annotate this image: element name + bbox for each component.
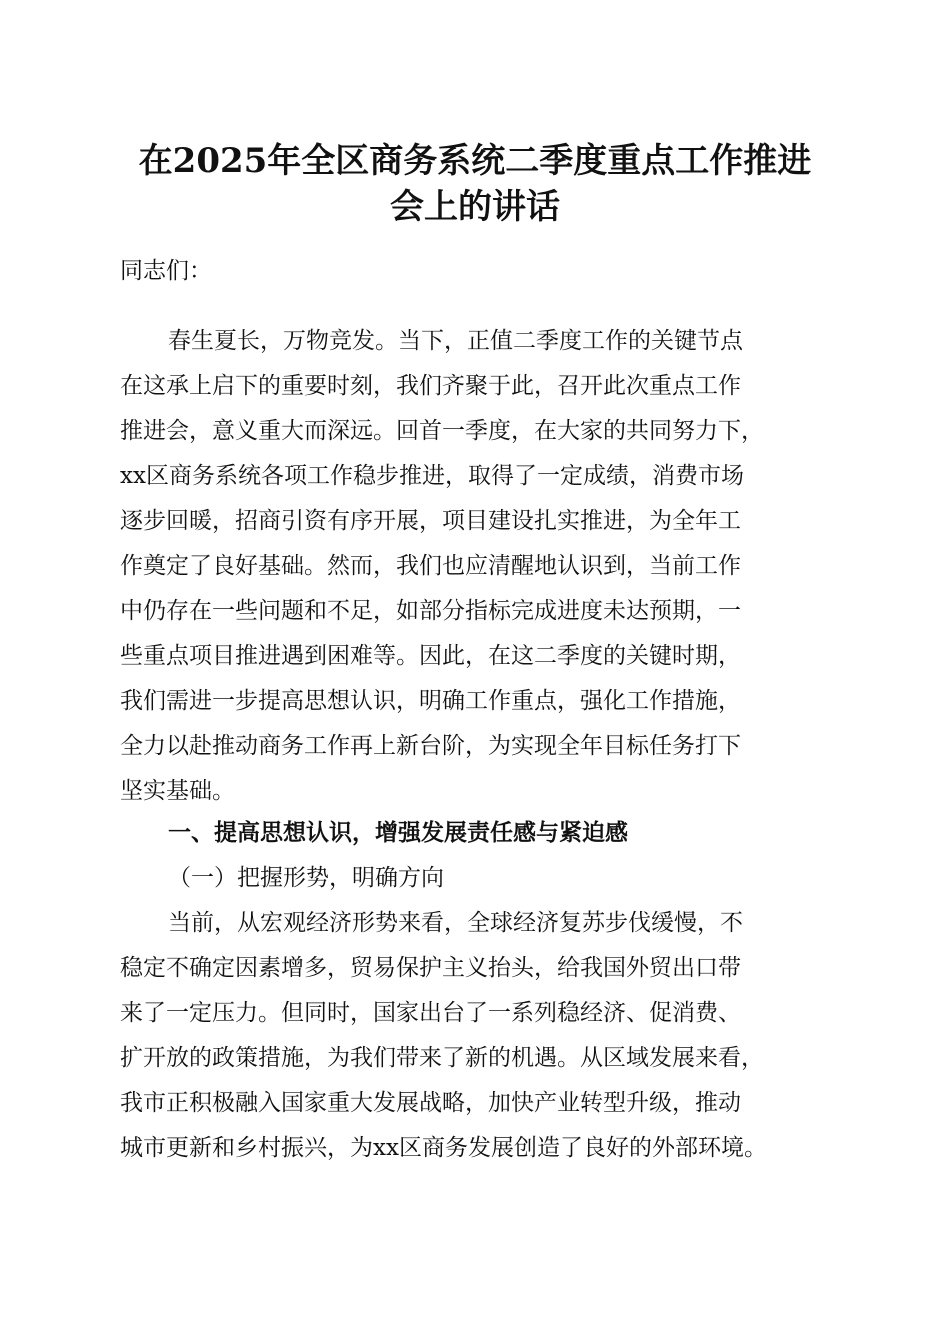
salutation: 同志们： [120, 258, 212, 284]
body-paragraph-line: 来了一定压力。但同时，国家出台了一系列稳经济、促消费、 [120, 1000, 741, 1026]
intro-paragraph-line: 些重点项目推进遇到困难等。因此，在这二季度的关键时期， [120, 643, 741, 669]
intro-paragraph-line: 春生夏长，万物竞发。当下，正值二季度工作的关键节点 [168, 328, 743, 354]
intro-paragraph-line: 作奠定了良好基础。然而，我们也应清醒地认识到，当前工作 [120, 553, 741, 579]
subsection-heading-1: （一）把握形势，明确方向 [168, 865, 444, 891]
section-heading-1: 一、提高思想认识，增强发展责任感与紧迫感 [168, 820, 628, 846]
intro-paragraph-line: 全力以赴推动商务工作再上新台阶，为实现全年目标任务打下 [120, 733, 741, 759]
intro-paragraph-line: 在这承上启下的重要时刻，我们齐聚于此，召开此次重点工作 [120, 373, 741, 399]
intro-paragraph-line: 我们需进一步提高思想认识，明确工作重点，强化工作措施， [120, 688, 741, 714]
intro-paragraph-line: 坚实基础。 [120, 778, 235, 804]
intro-paragraph-line: 逐步回暖，招商引资有序开展，项目建设扎实推进，为全年工 [120, 508, 741, 534]
intro-paragraph-line: 推进会，意义重大而深远。回首一季度，在大家的共同努力下， [120, 418, 764, 444]
body-paragraph-line: 当前，从宏观经济形势来看，全球经济复苏步伐缓慢，不 [168, 910, 743, 936]
body-paragraph-line: 扩开放的政策措施，为我们带来了新的机遇。从区域发展来看， [120, 1045, 764, 1071]
body-paragraph-line: 城市更新和乡村振兴，为xx区商务发展创造了良好的外部环境。 [120, 1135, 767, 1161]
document-title-line-1: 在2025年全区商务系统二季度重点工作推进 [138, 141, 812, 181]
document-title-line-2: 会上的讲话 [390, 187, 560, 227]
body-paragraph-line: 稳定不确定因素增多，贸易保护主义抬头，给我国外贸出口带 [120, 955, 741, 981]
intro-paragraph-line: 中仍存在一些问题和不足，如部分指标完成进度未达预期，一 [120, 598, 741, 624]
body-paragraph-line: 我市正积极融入国家重大发展战略，加快产业转型升级，推动 [120, 1090, 741, 1116]
intro-paragraph-line: xx区商务系统各项工作稳步推进，取得了一定成绩，消费市场 [120, 463, 744, 489]
